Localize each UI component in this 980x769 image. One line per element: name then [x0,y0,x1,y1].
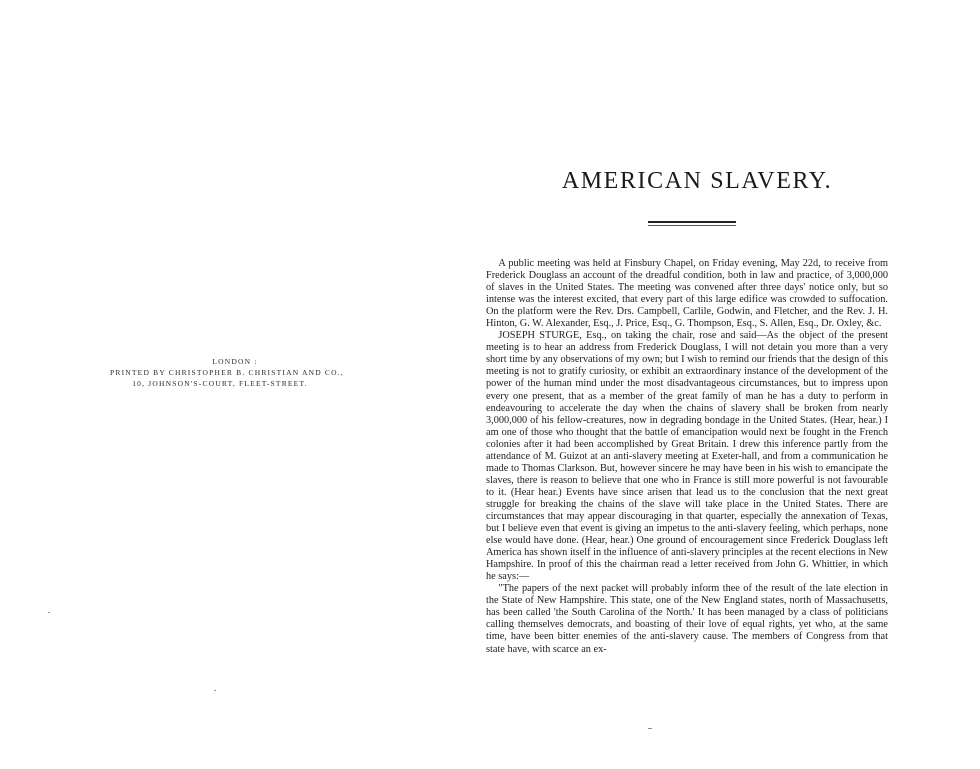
stray-mark [214,690,216,691]
printer-imprint [110,356,344,389]
imprint-printer: PRINTED BY CHRISTOPHER B. CHRISTIAN AND CO., [110,368,344,377]
body-text [486,258,888,656]
stray-mark [648,728,652,729]
imprint-city: LONDON : [212,357,258,366]
stray-mark [48,612,50,613]
left-page [0,0,480,769]
page-title: AMERICAN SLAVERY. [561,168,833,194]
paragraph-meeting: A public meeting was held at Finsbury Chapel, on Friday evening, May 22d, to receive from Frederick Douglass an account of the dreadful condition, both in law and practice, of 3,000,000 of slaves in the United States. The meeting was convened after three days' notice only, but so intense was the interest excited, that every part of this large edifice was crowded to suffocation. On the platform were the Rev. Drs. Campbell, Carlile, Godwin, and Fletcher, and the Rev. J. H. Hinton, G. W. Alexander, Esq., J. Price, Esq., G. Thompson, Esq., S. Allen, Esq., Dr. Oxley, &c. [486,258,888,330]
paragraph-letter: "The papers of the next packet will probably inform thee of the result of the late election in the State of New Hampshire. This state, one of the New England states, north of Massachusetts, has been called 'the South Carolina of the North.' It has been managed by a class of politicians calling themselves democrats, and boasting of their love of equal rights, yet who, at the same time, have been bitter enemies of the anti-slavery cause. The members of Congress from that state have, with scarce an ex- [486,583,888,655]
paragraph-chairman: JOSEPH STURGE, Esq., on taking the chair, rose and said—As the object of the present meeting is to hear an address from Frederick Douglass, I will not detain you more than a very short time by any observations of my own; but I wish to remind our friends that the design of this meeting is not to gratify curiosity, or exhibit an extraordinary instance of the development of the power of the human mind under the most disadvantageous circumstances, but to impress upon every one present, that as a member of the great family of man he has a duty to perform in endeavouring to accelerate the day when the chains of slavery shall be broken from nearly 3,000,000 of his fellow-creatures, now in degrading bondage in the United States. (Hear, hear.) I am one of those who thought that the battle of emancipation would next be fought in the French colonies after it had been accomplished by Great Britain. I drew this inference partly from the attendance of M. Guizot at an anti-slavery meeting at Exeter-hall, and from a communication he made to Thomas Clarkson. But, however sincere he may have been in his wish to emancipate the slaves, there is reason to believe that one who in France is still more powerful is not favourable to it. (Hear hear.) Events have since arisen that lead us to the conclusion that the next great struggle for breaking the chains of the slave will take place in the United States. There are circumstances that may appear discouraging in that quarter, especially the annexation of Texas, but I believe even that event is giving an impetus to the anti-slavery feeling, which perhaps, none else would have done. (Hear, hear.) One ground of encouragement since Frederick Douglass left America has shown itself in the influence of anti-slavery principles at the recent elections in New Hampshire. In proof of this the chairman read a letter received from John G. Whittier, in which he says:— [486,330,888,583]
title-rule [648,221,736,226]
imprint-address: 10, JOHNSON'S-COURT, FLEET-STREET. [132,379,308,388]
right-page [480,0,980,769]
